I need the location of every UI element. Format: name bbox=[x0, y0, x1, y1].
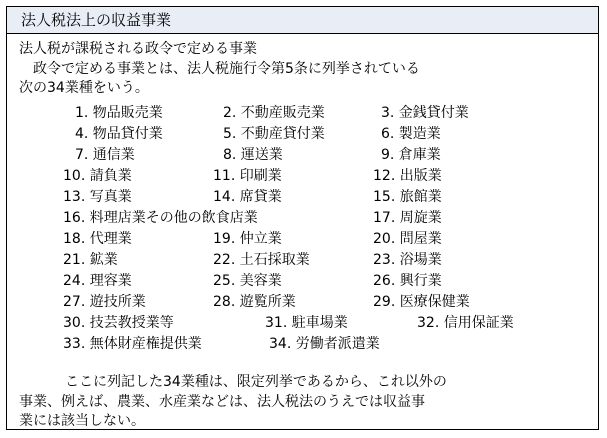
industry-item: 10. 請負業 bbox=[63, 168, 132, 184]
industry-item: 5. 不動産貸付業 bbox=[223, 126, 325, 142]
industry-item: 24. 理容業 bbox=[63, 273, 132, 289]
industry-item: 9. 倉庫業 bbox=[381, 147, 441, 163]
industry-item: 6. 製造業 bbox=[381, 126, 441, 142]
industry-item: 25. 美容業 bbox=[213, 273, 282, 289]
content-frame bbox=[6, 6, 599, 430]
section-heading: 法人税が課税される政令で定める事業 bbox=[19, 41, 257, 57]
industry-item: 16. 料理店業その他の飲食店業 bbox=[63, 210, 258, 226]
footer-line-1: ここに列記した34業種は、限定列挙であるから、これ以外の bbox=[65, 374, 447, 390]
industry-item: 15. 旅館業 bbox=[373, 189, 442, 205]
industry-item: 30. 技芸教授業等 bbox=[63, 315, 174, 331]
industry-item: 14. 席貸業 bbox=[213, 189, 282, 205]
industry-item: 11. 印刷業 bbox=[213, 168, 282, 184]
intro-line-2: 次の34業種をいう。 bbox=[19, 80, 149, 96]
industry-item: 29. 医療保健業 bbox=[373, 294, 470, 310]
industry-item: 12. 出版業 bbox=[373, 168, 442, 184]
industry-item: 4. 物品貸付業 bbox=[75, 126, 163, 142]
industry-item: 7. 通信業 bbox=[75, 147, 135, 163]
industry-item: 17. 周旋業 bbox=[373, 210, 442, 226]
industry-item: 33. 無体財産権提供業 bbox=[63, 336, 202, 352]
industry-item: 1. 物品販売業 bbox=[75, 105, 163, 121]
page-title: 法人税法上の収益事業 bbox=[21, 11, 172, 29]
industry-item: 32. 信用保証業 bbox=[417, 315, 514, 331]
industry-item: 3. 金銭貸付業 bbox=[381, 105, 469, 121]
industry-item: 8. 運送業 bbox=[223, 147, 283, 163]
industry-item: 21. 鉱業 bbox=[63, 252, 118, 268]
industry-item: 2. 不動産販売業 bbox=[223, 105, 325, 121]
industry-item: 19. 仲立業 bbox=[213, 231, 282, 247]
industry-item: 23. 浴場業 bbox=[373, 252, 442, 268]
title-bar bbox=[7, 7, 598, 34]
industry-item: 13. 写真業 bbox=[63, 189, 132, 205]
industry-item: 28. 遊覧所業 bbox=[213, 294, 296, 310]
footer-line-2: 事業、例えば、農業、水産業などは、法人税法のうえでは収益事 bbox=[19, 394, 425, 410]
intro-line-1: 政令で定める事業とは、法人税施行令第5条に列挙されている bbox=[33, 61, 420, 77]
industry-item: 26. 興行業 bbox=[373, 273, 442, 289]
industry-item: 20. 問屋業 bbox=[373, 231, 442, 247]
industry-item: 27. 遊技所業 bbox=[63, 294, 146, 310]
industry-item: 34. 労働者派遣業 bbox=[269, 336, 380, 352]
industry-item: 22. 土石採取業 bbox=[213, 252, 310, 268]
footer-line-3: 業には該当しない。 bbox=[19, 413, 145, 429]
industry-item: 31. 駐車場業 bbox=[265, 315, 348, 331]
industry-item: 18. 代理業 bbox=[63, 231, 132, 247]
